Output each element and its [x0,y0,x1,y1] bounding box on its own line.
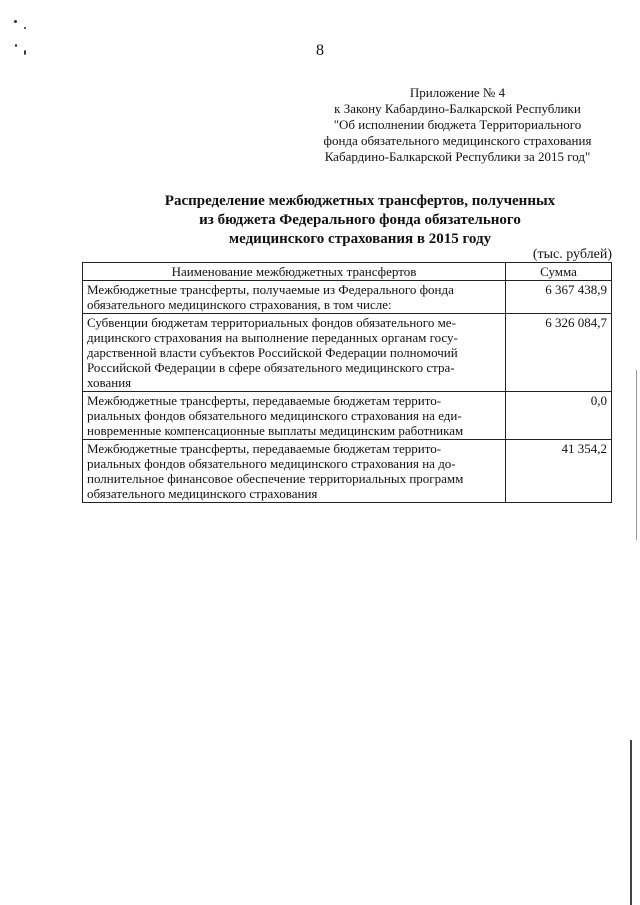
scan-speck [24,27,26,29]
row-name-line: Российской Федерации в сфере обязательного медицинского стра- [87,360,455,375]
row-sum: 0,0 [506,392,612,440]
appendix-block [300,85,615,165]
row-sum: 41 354,2 [506,440,612,503]
row-name-line: обязательного медицинского страхования [87,486,318,501]
scan-edge-line [630,740,632,905]
table-row [83,281,612,314]
row-name-line: Субвенции бюджетам территориальных фондов обязательного ме- [87,315,456,330]
appendix-line: Кабардино-Балкарской Республики за 2015 год" [324,149,591,164]
row-name [83,392,506,440]
row-name-line: Межбюджетные трансферты, получаемые из Федерального фонда [87,282,454,297]
row-name-line: обязательного медицинского страхования, в том числе: [87,297,392,312]
title-line: Распределение межбюджетных трансфертов, полученных [164,193,556,209]
row-name-line: риальных фондов обязательного медицинского страхования на до- [87,456,456,471]
row-sum: 6 367 438,9 [506,281,612,314]
row-sum: 6 326 084,7 [506,314,612,392]
row-name-line: хования [87,375,132,390]
row-name-line: Межбюджетные трансферты, передаваемые бюджетам террито- [87,393,442,408]
document-title [110,192,610,249]
table-row [83,314,612,392]
row-name-line: Межбюджетные трансферты, передаваемые бюджетам террито- [87,441,442,456]
table-row [83,392,612,440]
row-name-line: полнительное финансовое обеспечение территориальных программ [87,471,464,486]
row-name [83,440,506,503]
row-name-line: новременные компенсационные выплаты медицинским работникам [87,423,464,438]
title-line: медицинского страхования в 2015 году [228,231,492,247]
appendix-line: "Об исполнении бюджета Территориального [333,117,582,132]
scan-speck [14,20,17,23]
table-header-row [83,263,612,281]
row-name [83,314,506,392]
row-name-line: дицинского страхования на выполнение переданных органам госу- [87,330,458,345]
scan-edge-mark [636,370,637,540]
appendix-line: к Закону Кабардино-Балкарской Республики [334,101,581,116]
transfers-table [82,262,612,503]
appendix-line: фонда обязательного медицинского страхования [323,133,592,148]
row-name [83,281,506,314]
units-label: (тыс. рублей) [532,247,612,262]
header-name: Наименование межбюджетных трансфертов [83,263,506,281]
appendix-line: Приложение № 4 [409,85,506,100]
row-name-line: риальных фондов обязательного медицинского страхования на еди- [87,408,462,423]
row-name-line: дарственной власти субъектов Российской Федерации полномочий [87,345,458,360]
page-number: 8 [316,42,324,59]
header-sum: Сумма [506,263,612,281]
title-line: из бюджета Федерального фонда обязательного [199,212,521,228]
table-row [83,440,612,503]
